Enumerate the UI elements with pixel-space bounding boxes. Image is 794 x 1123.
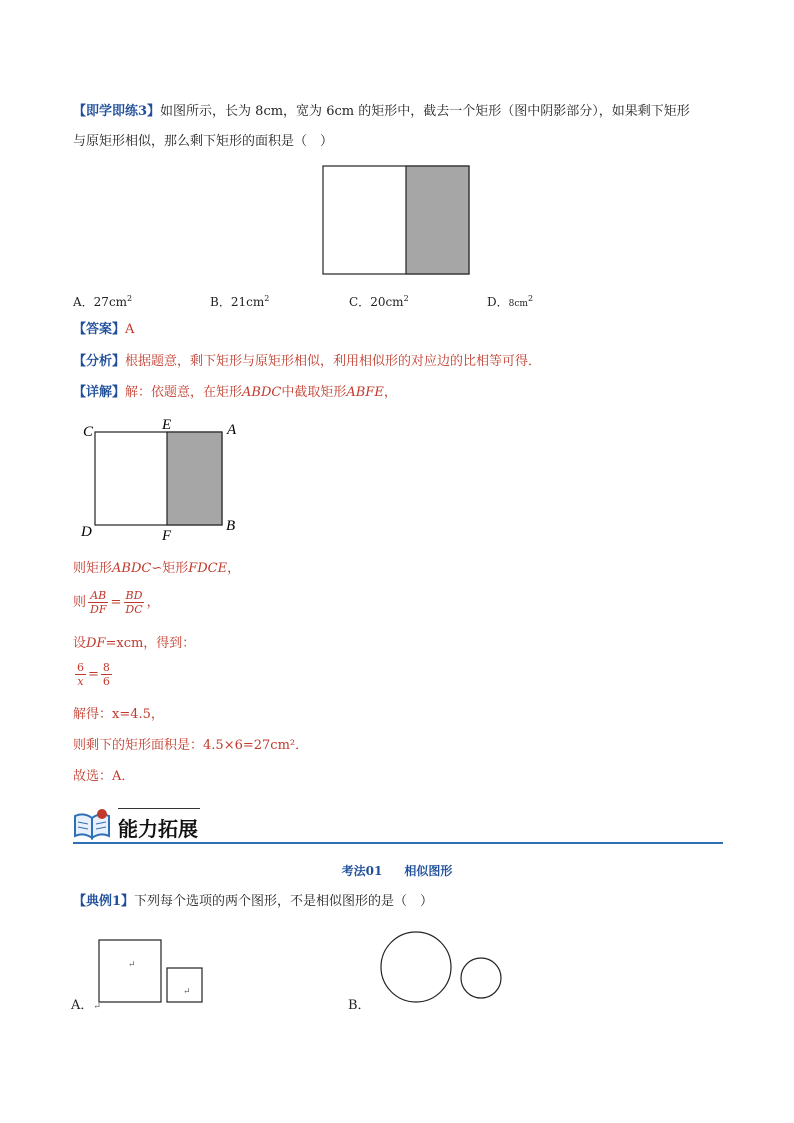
- rectangle-abfe: [167, 432, 222, 525]
- example-tag: 【典例1】: [73, 894, 135, 909]
- answer-tag: 【答案】: [73, 322, 126, 337]
- title-overline: [118, 808, 200, 809]
- label-f: F: [162, 528, 172, 544]
- label-d: D: [81, 524, 92, 540]
- answer-line: [73, 321, 134, 339]
- return-mark-large: ↵: [128, 960, 136, 970]
- label-a: A: [227, 422, 237, 438]
- example-option-b-label: B．: [348, 998, 371, 1013]
- example-option-a-label: A．↵: [71, 998, 101, 1013]
- question-stem-line2: 与原矩形相似，那么剩下矩形的面积是（ ）: [73, 134, 334, 149]
- labeled-diagram: [78, 414, 248, 544]
- solve-line: 解得：x=4.5，: [73, 707, 164, 722]
- label-b: B: [226, 518, 236, 534]
- section-divider: [73, 842, 723, 844]
- option-c: C．$20cm^2$: [349, 294, 409, 309]
- small-circle: [461, 958, 501, 998]
- question-figure: [322, 165, 471, 276]
- similarity-line: 则矩形ABDC∽矩形FDCE，: [73, 561, 241, 576]
- method-subheading: 考法01 相似图形: [341, 864, 453, 878]
- proportion-equation: $\frac{6}{x}$ = $\frac{8}{6}$: [77, 661, 110, 688]
- option-b-figure: [378, 930, 508, 1006]
- question-tag: 【即学即练3】: [73, 104, 161, 119]
- example-stem: [73, 893, 433, 911]
- large-circle: [381, 932, 451, 1002]
- option-b: B．$21cm^2$: [210, 294, 270, 309]
- option-d: D．$8cm^2$: [487, 294, 534, 309]
- analysis-tag: 【分析】: [73, 354, 126, 369]
- question-stem-line1: [73, 103, 690, 121]
- analysis-line: [73, 353, 541, 371]
- detail-line: 【详解】解：依题意，在矩形ABDC中截取矩形ABFE，: [73, 385, 397, 400]
- ratio-equation: 则 $\frac{AB}{DF}$ = $\frac{BD}{DC}$ ，: [73, 589, 160, 616]
- answer-value: A: [125, 322, 135, 337]
- let-line: 设DF=xcm，得到：: [73, 636, 196, 651]
- label-c: C: [83, 424, 94, 440]
- example-text: 下列每个选项的两个图形，不是相似图形的是（ ）: [134, 894, 434, 909]
- section-title: 能力拓展: [118, 817, 198, 841]
- choose-line: 故选：A．: [73, 769, 135, 784]
- book-icon: [72, 806, 114, 842]
- return-mark-small: ↵: [183, 987, 191, 997]
- label-e: E: [162, 417, 172, 433]
- detail-tag: 【详解】: [73, 385, 126, 400]
- large-square: [99, 940, 161, 1002]
- option-a: A．$27cm^2$: [73, 294, 133, 309]
- area-line: 则剩下的矩形面积是：4.5×6=27cm²．: [73, 738, 309, 753]
- analysis-text: 根据题意，剩下矩形与原矩形相似，利用相似形的对应边的比相等可得．: [125, 354, 542, 369]
- shaded-rectangle: [406, 166, 469, 274]
- question-text: 如图所示，长为 8cm，宽为 6cm 的矩形中，截去一个矩形（图中阴影部分），如果剩下矩形: [160, 104, 690, 119]
